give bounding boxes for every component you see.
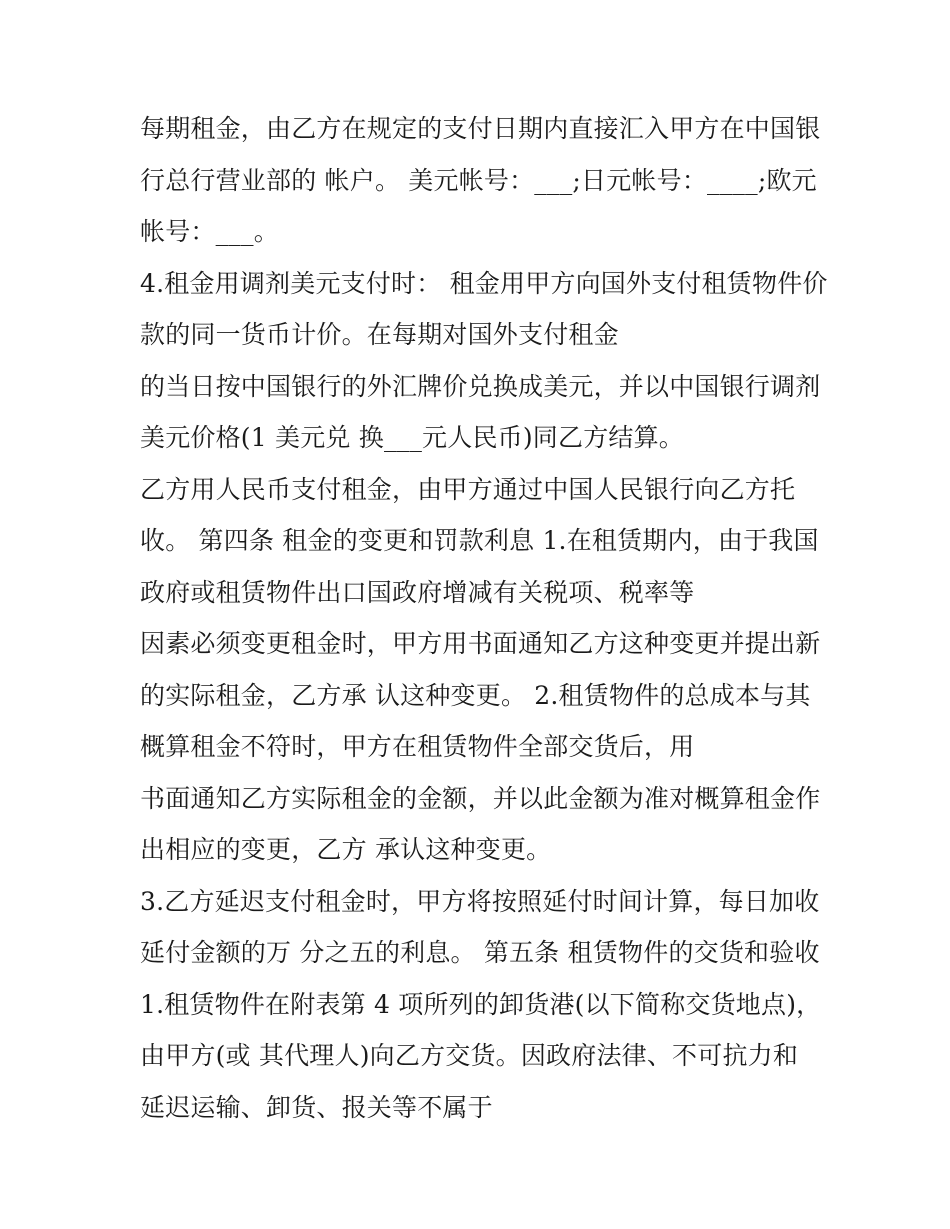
- text-line: 款的同一货币计价。在每期对国外支付租金: [140, 320, 619, 349]
- text-line: 收。 第四条 租金的变更和罚款利息 1.在租赁期内，由于我国: [140, 526, 819, 555]
- text-line: 出相应的变更，乙方 承认这种变更。: [140, 835, 552, 864]
- text-line: 每期租金，由乙方在规定的支付日期内直接汇入甲方在中国银: [140, 114, 821, 143]
- text-line: 延迟运输、卸货、报关等不属于: [140, 1092, 493, 1122]
- text-line: 1.租赁物件在附表第 4 项所列的卸货港(以下简称交货地点)，: [140, 989, 822, 1019]
- text-line: 书面通知乙方实际租金的金额，并以此金额为准对概算租金作: [140, 783, 821, 813]
- text-line: 由甲方(或 其代理人)向乙方交货。因政府法律、不可抗力和: [140, 1041, 799, 1070]
- text-line: 4.租金用调剂美元支付时： 租金用甲方向国外支付租赁物件价: [140, 268, 828, 298]
- text-line: 政府或租赁物件出口国政府增减有关税项、税率等: [140, 577, 695, 607]
- text-line: 因素必须变更租金时，甲方用书面通知乙方这种变更并提出新: [140, 629, 821, 658]
- text-line: 乙方用人民币支付租金，由甲方通过中国人民银行向乙方托: [140, 474, 796, 504]
- text-line: 行总行营业部的 帐户。 美元帐号：___;日元帐号：____;欧元: [140, 165, 817, 195]
- text-line: 3.乙方延迟支付租金时，甲方将按照延付时间计算，每日加收: [140, 886, 820, 916]
- text-line: 概算租金不符时，甲方在租赁物件全部交货后，用: [140, 732, 695, 761]
- text-line: 的当日按中国银行的外汇牌价兑换成美元，并以中国银行调剂: [140, 371, 821, 401]
- document-body-text: [140, 103, 840, 1133]
- text-line: 延付金额的万 分之五的利息。 第五条 租赁物件的交货和验收: [140, 938, 820, 967]
- text-line: 帐号：___。: [140, 217, 279, 246]
- text-line: 的实际租金，乙方承 认这种变更。 2.租赁物件的总成本与其: [140, 680, 811, 710]
- text-line: 美元价格(1 美元兑 换___元人民币)同乙方结算。: [140, 423, 685, 452]
